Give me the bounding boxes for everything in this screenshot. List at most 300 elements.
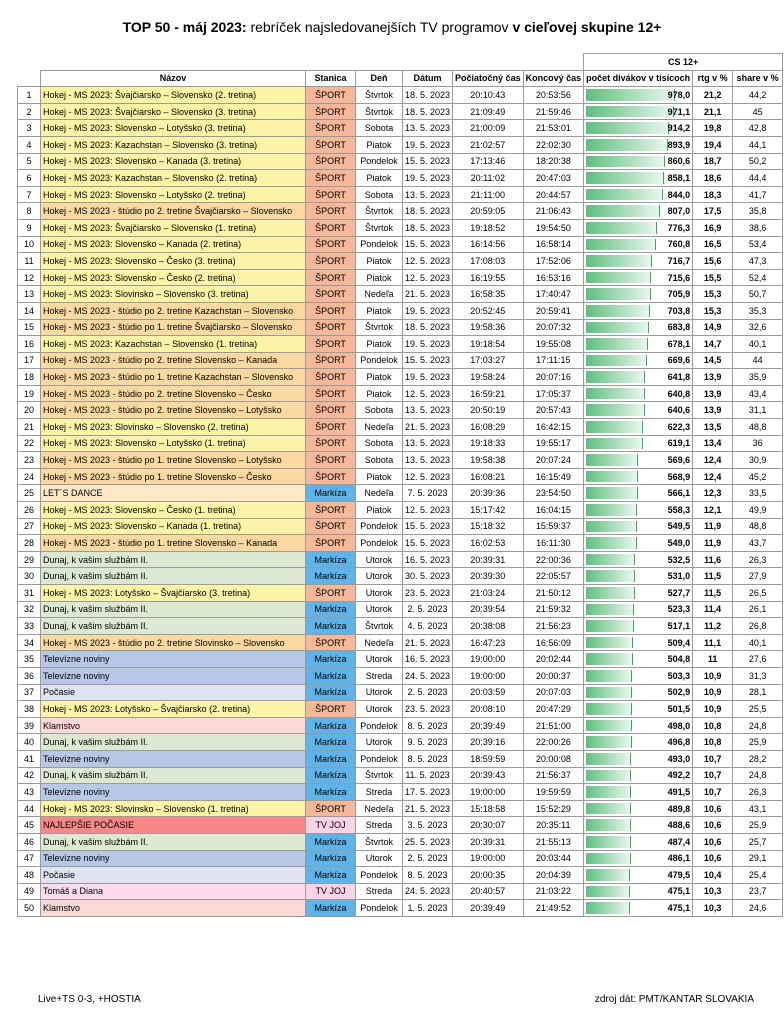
cell-rank: 32 <box>18 601 41 618</box>
header-end: Koncový čas <box>523 70 584 87</box>
cell-date: 13. 5. 2023 <box>403 120 453 137</box>
cell-share: 48,8 <box>733 518 783 535</box>
cell-start: 21:00:09 <box>453 120 524 137</box>
viewers-bar <box>586 139 667 151</box>
cell-date: 21. 5. 2023 <box>403 634 453 651</box>
cell-rank: 35 <box>18 651 41 668</box>
cell-end: 21:53:01 <box>523 120 584 137</box>
cell-rtg: 10,8 <box>693 734 733 751</box>
cell-rank: 39 <box>18 717 41 734</box>
cell-date: 12. 5. 2023 <box>403 385 453 402</box>
viewers-value: 683,8 <box>667 322 691 333</box>
cell-day: Nedeľa <box>356 286 403 303</box>
header-share: share v % <box>733 70 783 87</box>
cell-viewers <box>584 435 693 452</box>
cell-share: 29,1 <box>733 850 783 867</box>
header-name: Názov <box>41 70 306 87</box>
cell-end: 19:55:17 <box>523 435 584 452</box>
viewers-bar <box>586 122 669 134</box>
cell-date: 15. 5. 2023 <box>403 352 453 369</box>
table-row <box>18 468 783 485</box>
cell-name: Hokej - MS 2023 - štúdio po 1. tretine Švajčiarsko – Slovensko <box>41 319 306 336</box>
cell-end: 16:15:49 <box>523 468 584 485</box>
cell-day: Pondelok <box>356 153 403 170</box>
viewers-bar <box>586 554 635 566</box>
table-row <box>18 850 783 867</box>
cell-end: 17:40:47 <box>523 286 584 303</box>
cell-rtg: 15,3 <box>693 302 733 319</box>
cell-date: 19. 5. 2023 <box>403 136 453 153</box>
cell-station: ŠPORT <box>306 120 356 137</box>
cell-station: Markíza <box>306 750 356 767</box>
cell-rtg: 19,8 <box>693 120 733 137</box>
cell-start: 20:03:59 <box>453 684 524 701</box>
cell-start: 19:00:00 <box>453 850 524 867</box>
viewers-bar <box>586 770 631 782</box>
cell-share: 30,9 <box>733 452 783 469</box>
viewers-value: 893,9 <box>667 139 691 150</box>
cell-share: 43,7 <box>733 535 783 552</box>
cell-date: 19. 5. 2023 <box>403 336 453 353</box>
cell-date: 3. 5. 2023 <box>403 817 453 834</box>
cell-start: 20:39:43 <box>453 767 524 784</box>
cell-viewers <box>584 219 693 236</box>
viewers-value: 489,8 <box>667 803 691 814</box>
cell-rtg: 11,6 <box>693 551 733 568</box>
cell-date: 30. 5. 2023 <box>403 568 453 585</box>
cell-start: 20:39:16 <box>453 734 524 751</box>
cell-rank: 10 <box>18 236 41 253</box>
cell-date: 18. 5. 2023 <box>403 203 453 220</box>
cell-start: 20:38:08 <box>453 618 524 635</box>
cell-end: 16:42:15 <box>523 419 584 436</box>
cell-date: 2. 5. 2023 <box>403 684 453 701</box>
cell-end: 21:59:46 <box>523 103 584 120</box>
cell-start: 20:50:19 <box>453 402 524 419</box>
table-row <box>18 269 783 286</box>
cell-end: 22:00:26 <box>523 734 584 751</box>
cell-rank: 16 <box>18 336 41 353</box>
cell-viewers <box>584 867 693 884</box>
cell-start: 20:39:49 <box>453 717 524 734</box>
viewers-value: 498,0 <box>667 720 691 731</box>
cell-viewers <box>584 883 693 900</box>
cell-share: 24,8 <box>733 717 783 734</box>
table-row <box>18 601 783 618</box>
cell-station: ŠPORT <box>306 385 356 402</box>
cell-date: 7. 5. 2023 <box>403 485 453 502</box>
cell-start: 21:11:00 <box>453 186 524 203</box>
cell-viewers <box>584 817 693 834</box>
table-row <box>18 136 783 153</box>
cell-name: Hokej - MS 2023: Švajčiarsko – Slovensko (2. tretina) <box>41 87 306 104</box>
cell-date: 23. 5. 2023 <box>403 701 453 718</box>
cell-date: 23. 5. 2023 <box>403 585 453 602</box>
cell-viewers <box>584 269 693 286</box>
cell-name: Dunaj, k vašim službám II. <box>41 551 306 568</box>
cell-day: Sobota <box>356 452 403 469</box>
cell-viewers <box>584 253 693 270</box>
cell-name: Televízne noviny <box>41 850 306 867</box>
viewers-bar <box>586 670 632 682</box>
cell-share: 50,7 <box>733 286 783 303</box>
cell-share: 35,9 <box>733 369 783 386</box>
cell-station: ŠPORT <box>306 585 356 602</box>
cell-station: ŠPORT <box>306 800 356 817</box>
cell-date: 18. 5. 2023 <box>403 319 453 336</box>
table-row <box>18 153 783 170</box>
cell-station: ŠPORT <box>306 468 356 485</box>
table-row <box>18 883 783 900</box>
cell-rtg: 12,4 <box>693 452 733 469</box>
table-row <box>18 336 783 353</box>
cell-station: ŠPORT <box>306 352 356 369</box>
cell-rank: 43 <box>18 784 41 801</box>
cell-start: 16:58:35 <box>453 286 524 303</box>
cell-station: Markíza <box>306 850 356 867</box>
cell-start: 20:11:02 <box>453 170 524 187</box>
cell-day: Streda <box>356 883 403 900</box>
cell-day: Utorok <box>356 701 403 718</box>
cell-name: Hokej - MS 2023: Lotyšsko – Švajčiarsko (3. tretina) <box>41 585 306 602</box>
cell-start: 20:39:31 <box>453 551 524 568</box>
viewers-bar <box>586 620 634 632</box>
cell-start: 16:47:23 <box>453 634 524 651</box>
viewers-value: 860,6 <box>667 156 691 167</box>
cell-viewers <box>584 203 693 220</box>
cell-station: Markíza <box>306 784 356 801</box>
viewers-value: 715,6 <box>667 272 691 283</box>
cell-day: Pondelok <box>356 750 403 767</box>
cell-rank: 13 <box>18 286 41 303</box>
cell-viewers <box>584 684 693 701</box>
table-row <box>18 767 783 784</box>
cell-rtg: 19,4 <box>693 136 733 153</box>
cell-day: Piatok <box>356 269 403 286</box>
cell-viewers <box>584 900 693 917</box>
cell-name: Dunaj, k vašim službám II. <box>41 568 306 585</box>
cell-date: 12. 5. 2023 <box>403 502 453 519</box>
table-row <box>18 784 783 801</box>
cell-name: Hokej - MS 2023: Slovensko – Česko (2. tretina) <box>41 269 306 286</box>
cell-station: Markíza <box>306 568 356 585</box>
cell-share: 45,2 <box>733 468 783 485</box>
title-part2: rebríček najsledovanejších TV programov <box>246 19 513 35</box>
cell-name: Hokej - MS 2023: Slovensko – Lotyšsko (3. tretina) <box>41 120 306 137</box>
cell-start: 19:00:00 <box>453 784 524 801</box>
cell-share: 43,1 <box>733 800 783 817</box>
cell-rank: 30 <box>18 568 41 585</box>
cell-share: 26,3 <box>733 551 783 568</box>
cell-name: Hokej - MS 2023: Kazachstan – Slovensko (3. tretina) <box>41 136 306 153</box>
table-row <box>18 203 783 220</box>
viewers-value: 549,0 <box>667 538 691 549</box>
cell-end: 22:05:57 <box>523 568 584 585</box>
table-row <box>18 352 783 369</box>
cell-name: Počasie <box>41 867 306 884</box>
cell-rank: 4 <box>18 136 41 153</box>
cell-rtg: 11,4 <box>693 601 733 618</box>
cell-start: 15:18:32 <box>453 518 524 535</box>
table-row <box>18 170 783 187</box>
viewers-bar <box>586 902 630 914</box>
cell-name: Hokej - MS 2023: Švajčiarsko – Slovensko (3. tretina) <box>41 103 306 120</box>
cell-share: 25,7 <box>733 833 783 850</box>
cell-rtg: 10,3 <box>693 883 733 900</box>
cell-rtg: 11 <box>693 651 733 668</box>
cell-share: 40,1 <box>733 336 783 353</box>
cell-day: Piatok <box>356 502 403 519</box>
cell-viewers <box>584 833 693 850</box>
cell-viewers <box>584 734 693 751</box>
cell-rtg: 15,3 <box>693 286 733 303</box>
cell-date: 13. 5. 2023 <box>403 186 453 203</box>
cell-date: 15. 5. 2023 <box>403 518 453 535</box>
cell-name: Dunaj, k vašim službám II. <box>41 601 306 618</box>
cell-name: Hokej - MS 2023: Slovensko – Kanada (3. tretina) <box>41 153 306 170</box>
table-row <box>18 319 783 336</box>
cell-rank: 12 <box>18 269 41 286</box>
table-row <box>18 402 783 419</box>
viewers-value: 566,1 <box>667 488 691 499</box>
viewers-value: 486,1 <box>667 853 691 864</box>
cell-rank: 33 <box>18 618 41 635</box>
cell-rtg: 18,7 <box>693 153 733 170</box>
cell-end: 21:50:12 <box>523 585 584 602</box>
cell-share: 45 <box>733 103 783 120</box>
table-row <box>18 618 783 635</box>
viewers-value: 978,0 <box>667 89 691 100</box>
cell-rank: 31 <box>18 585 41 602</box>
table-row <box>18 87 783 104</box>
cell-start: 20:39:31 <box>453 833 524 850</box>
viewers-value: 807,0 <box>667 206 691 217</box>
cell-date: 25. 5. 2023 <box>403 833 453 850</box>
viewers-value: 640,6 <box>667 405 691 416</box>
cell-station: Markíza <box>306 734 356 751</box>
cell-share: 53,4 <box>733 236 783 253</box>
header-station: Stanica <box>306 70 356 87</box>
viewers-value: 619,1 <box>667 438 691 449</box>
cell-name: NAJLEPŠIE POČASIE <box>41 817 306 834</box>
cell-end: 16:53:16 <box>523 269 584 286</box>
cell-day: Piatok <box>356 136 403 153</box>
cell-name: Televízne noviny <box>41 750 306 767</box>
viewers-value: 475,1 <box>667 886 691 897</box>
cell-date: 12. 5. 2023 <box>403 253 453 270</box>
cell-station: ŠPORT <box>306 402 356 419</box>
cell-rank: 34 <box>18 634 41 651</box>
cell-rank: 45 <box>18 817 41 834</box>
cell-rank: 15 <box>18 319 41 336</box>
cell-end: 16:04:15 <box>523 502 584 519</box>
cell-viewers <box>584 784 693 801</box>
cell-viewers <box>584 518 693 535</box>
cell-rtg: 11,2 <box>693 618 733 635</box>
table-row <box>18 485 783 502</box>
cell-date: 18. 5. 2023 <box>403 219 453 236</box>
cell-start: 16:59:21 <box>453 385 524 402</box>
cell-start: 15:18:58 <box>453 800 524 817</box>
page-title <box>0 19 784 35</box>
cell-date: 9. 5. 2023 <box>403 734 453 751</box>
cell-name: Hokej - MS 2023 - štúdio po 2. tretine Švajčiarsko – Slovensko <box>41 203 306 220</box>
cell-date: 15. 5. 2023 <box>403 153 453 170</box>
cell-station: TV JOJ <box>306 817 356 834</box>
cell-start: 16:08:29 <box>453 419 524 436</box>
cell-rank: 7 <box>18 186 41 203</box>
cell-date: 13. 5. 2023 <box>403 435 453 452</box>
cell-day: Piatok <box>356 369 403 386</box>
viewers-bar <box>586 604 634 616</box>
cell-day: Nedeľa <box>356 634 403 651</box>
cell-day: Štvrtok <box>356 833 403 850</box>
cell-end: 21:55:13 <box>523 833 584 850</box>
cell-viewers <box>584 568 693 585</box>
cell-rtg: 15,6 <box>693 253 733 270</box>
cell-rank: 22 <box>18 435 41 452</box>
cell-viewers <box>584 170 693 187</box>
cell-rtg: 11,5 <box>693 568 733 585</box>
viewers-value: 503,3 <box>667 670 691 681</box>
viewers-bar <box>586 338 648 350</box>
cell-rank: 36 <box>18 667 41 684</box>
cell-rank: 18 <box>18 369 41 386</box>
cell-rtg: 10,6 <box>693 833 733 850</box>
cell-end: 20:07:24 <box>523 452 584 469</box>
cell-name: Hokej - MS 2023: Švajčiarsko – Slovensko (1. tretina) <box>41 219 306 236</box>
viewers-bar <box>586 404 645 416</box>
cell-share: 47,3 <box>733 253 783 270</box>
cell-day: Nedeľa <box>356 419 403 436</box>
cell-name: Hokej - MS 2023: Slovinsko – Slovensko (2. tretina) <box>41 419 306 436</box>
cell-viewers <box>584 601 693 618</box>
cell-start: 20:39:54 <box>453 601 524 618</box>
cell-rtg: 12,3 <box>693 485 733 502</box>
cell-viewers <box>584 103 693 120</box>
cell-viewers <box>584 618 693 635</box>
cell-day: Streda <box>356 817 403 834</box>
cell-viewers <box>584 369 693 386</box>
viewers-bar <box>586 421 643 433</box>
cell-start: 20:10:43 <box>453 87 524 104</box>
cell-end: 23:54:50 <box>523 485 584 502</box>
cell-rtg: 13,9 <box>693 385 733 402</box>
cell-date: 24. 5. 2023 <box>403 667 453 684</box>
cell-start: 17:03:27 <box>453 352 524 369</box>
cell-share: 35,3 <box>733 302 783 319</box>
cell-rank: 47 <box>18 850 41 867</box>
cell-name: Hokej - MS 2023: Slovensko – Česko (3. tretina) <box>41 253 306 270</box>
cell-share: 25,4 <box>733 867 783 884</box>
cell-start: 20:39:49 <box>453 900 524 917</box>
cell-end: 22:02:30 <box>523 136 584 153</box>
viewers-value: 549,5 <box>667 521 691 532</box>
cell-day: Piatok <box>356 170 403 187</box>
cell-date: 18. 5. 2023 <box>403 87 453 104</box>
table-row <box>18 219 783 236</box>
cell-rank: 5 <box>18 153 41 170</box>
cell-viewers <box>584 767 693 784</box>
cell-share: 25,9 <box>733 817 783 834</box>
viewers-bar <box>586 272 651 284</box>
cell-day: Sobota <box>356 435 403 452</box>
cell-station: Markíza <box>306 667 356 684</box>
cell-name: Hokej - MS 2023 - štúdio po 1. tretine Slovensko – Česko <box>41 468 306 485</box>
cell-rtg: 10,4 <box>693 867 733 884</box>
cell-rtg: 11,1 <box>693 634 733 651</box>
cell-rank: 50 <box>18 900 41 917</box>
table-row <box>18 419 783 436</box>
viewers-value: 496,8 <box>667 737 691 748</box>
footer-source: zdroj dát: PMT/KANTAR SLOVAKIA <box>594 994 754 1005</box>
cell-station: ŠPORT <box>306 302 356 319</box>
cell-share: 40,1 <box>733 634 783 651</box>
cell-end: 16:58:14 <box>523 236 584 253</box>
cell-viewers <box>584 186 693 203</box>
cell-date: 12. 5. 2023 <box>403 269 453 286</box>
cell-date: 21. 5. 2023 <box>403 419 453 436</box>
viewers-bar <box>586 736 632 748</box>
cell-viewers <box>584 634 693 651</box>
cell-station: ŠPORT <box>306 286 356 303</box>
table-row <box>18 236 783 253</box>
cell-start: 20:39:30 <box>453 568 524 585</box>
viewers-value: 776,3 <box>667 222 691 233</box>
viewers-value: 716,7 <box>667 255 691 266</box>
cell-end: 19:59:59 <box>523 784 584 801</box>
viewers-bar <box>586 355 647 367</box>
viewers-value: 678,1 <box>667 338 691 349</box>
cell-start: 20:00:35 <box>453 867 524 884</box>
cell-rank: 26 <box>18 502 41 519</box>
cell-end: 20:35:11 <box>523 817 584 834</box>
cell-share: 44,1 <box>733 136 783 153</box>
cell-day: Pondelok <box>356 518 403 535</box>
cell-day: Piatok <box>356 253 403 270</box>
viewers-value: 914,2 <box>667 123 691 134</box>
cell-start: 19:58:38 <box>453 452 524 469</box>
header-rtg: rtg v % <box>693 70 733 87</box>
cell-name: Hokej - MS 2023: Slovensko – Česko (1. tretina) <box>41 502 306 519</box>
cell-station: Markíza <box>306 717 356 734</box>
cell-end: 16:11:30 <box>523 535 584 552</box>
cell-station: Markíza <box>306 601 356 618</box>
cell-rank: 21 <box>18 419 41 436</box>
cell-station: ŠPORT <box>306 153 356 170</box>
cell-station: ŠPORT <box>306 170 356 187</box>
viewers-bar <box>586 587 634 599</box>
table-row <box>18 502 783 519</box>
cell-day: Piatok <box>356 302 403 319</box>
cell-name: Hokej - MS 2023 - štúdio po 2. tretine Kazachstan – Slovensko <box>41 302 306 319</box>
cell-end: 20:02:44 <box>523 651 584 668</box>
cell-end: 20:00:37 <box>523 667 584 684</box>
table-row <box>18 551 783 568</box>
footer-note: Live+TS 0-3, +HOSTIA <box>38 994 141 1005</box>
cell-rank: 2 <box>18 103 41 120</box>
cell-name: Hokej - MS 2023: Slovensko – Kanada (1. tretina) <box>41 518 306 535</box>
cell-day: Pondelok <box>356 717 403 734</box>
cell-rtg: 14,7 <box>693 336 733 353</box>
cell-name: Hokej - MS 2023: Slovensko – Lotyšsko (1. tretina) <box>41 435 306 452</box>
viewers-value: 479,5 <box>667 869 691 880</box>
viewers-bar <box>586 853 631 865</box>
cell-name: Dunaj, k vašim službám II. <box>41 833 306 850</box>
cell-day: Utorok <box>356 568 403 585</box>
cell-station: Markíza <box>306 684 356 701</box>
cell-station: ŠPORT <box>306 419 356 436</box>
